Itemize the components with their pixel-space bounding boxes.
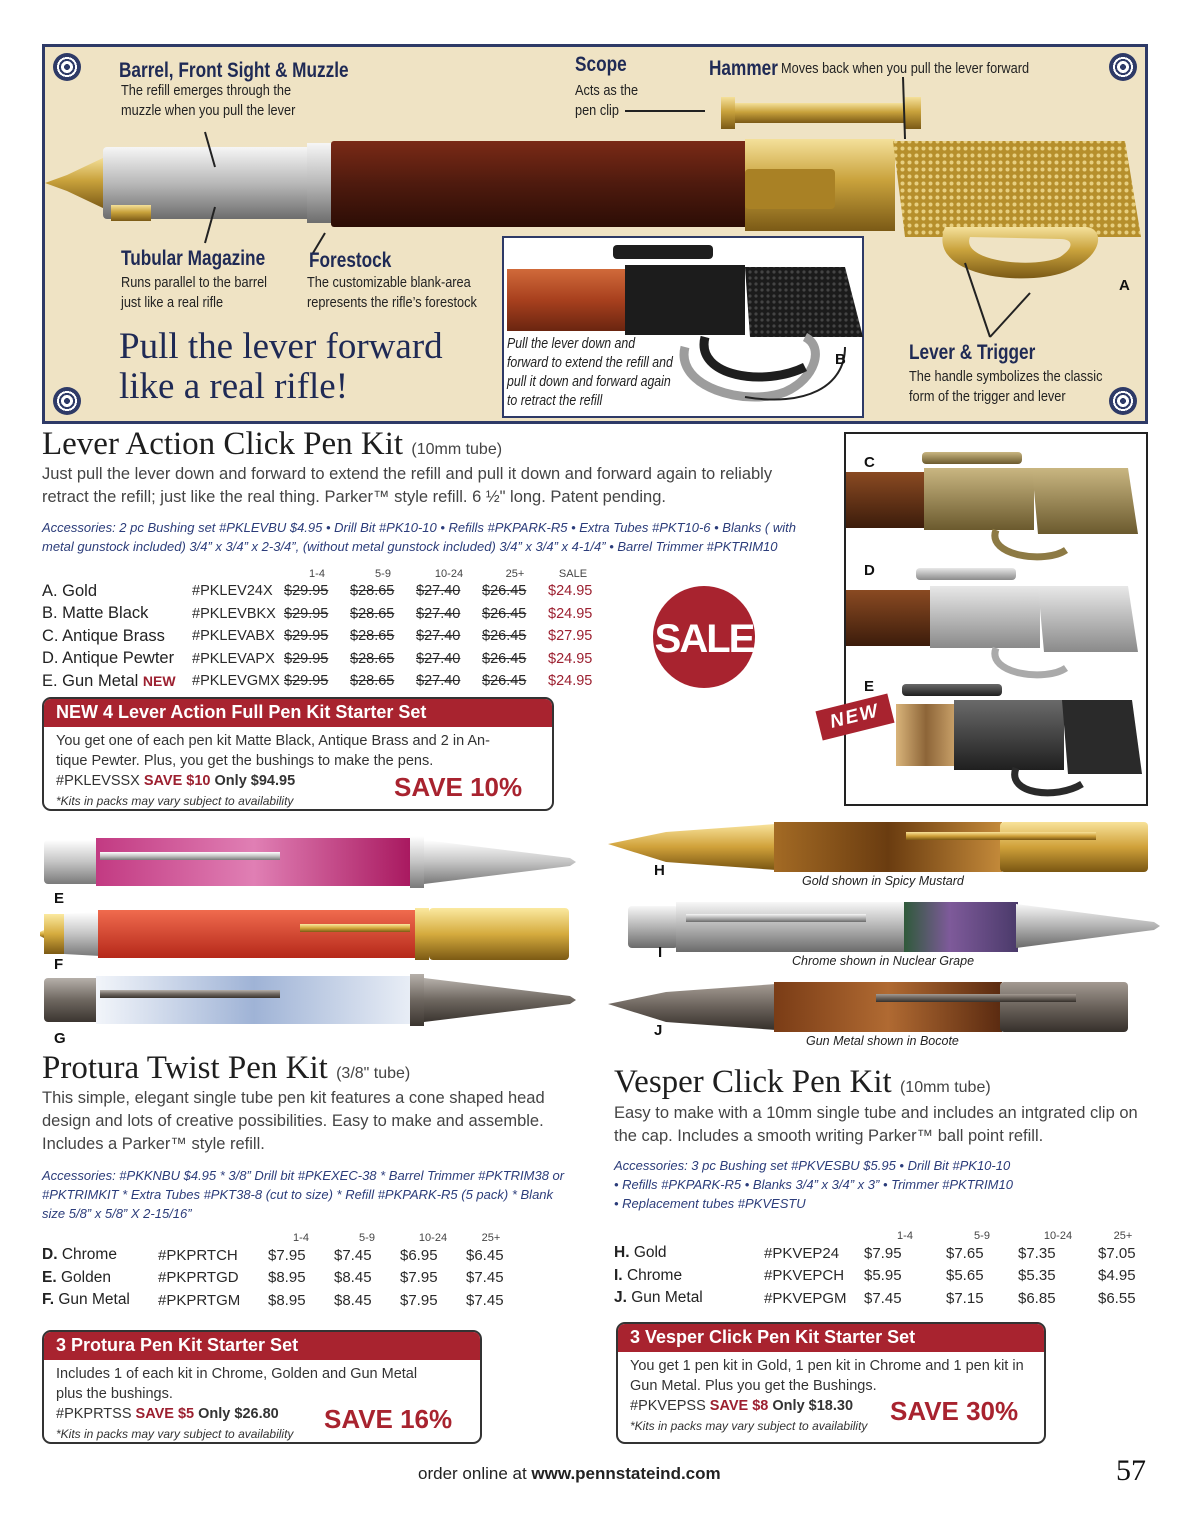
photo-label-d: D: [864, 562, 875, 579]
protura-pens: [40, 832, 580, 1052]
page-number: 57: [1116, 1454, 1146, 1487]
hero-banner: [42, 44, 1148, 424]
price-p3: $27.40: [416, 583, 461, 600]
sku: #PKLEV24X: [192, 583, 273, 600]
finish-name: I. Chrome: [614, 1266, 683, 1284]
vesper-title: Vesper Click Pen Kit (10mm tube): [614, 1064, 991, 1100]
price-p4: $26.45: [482, 628, 527, 645]
table-row: [42, 648, 598, 671]
price-p2: $28.65: [350, 605, 395, 622]
caption-i: Chrome shown in Nuclear Grape: [792, 954, 975, 968]
vesper-price-table: 1-4 5-9 10-24 25+ H. Gold #PKVEP24 $7.95 $7.65 $7.35 $7.05 I. Chrome #PKVEPCH $5.95 $5.65 $5.35 $4.95 J. Gun Metal #PKVEPGM $7.45 $7.15 $6.85 $6.55: [614, 1222, 1148, 1310]
magazine-title: Tubular Magazine: [121, 247, 266, 270]
sku: #PKLEVABX: [192, 628, 275, 645]
price-p4: $7.05: [1098, 1244, 1136, 1262]
website-link[interactable]: www.pennstateind.com: [531, 1464, 721, 1483]
table-row: [614, 1287, 1148, 1310]
finish-name: E. Golden: [42, 1268, 111, 1286]
price-p4: $4.95: [1098, 1267, 1136, 1285]
price-p4: $26.45: [482, 583, 527, 600]
magazine-desc: Runs parallel to the barrel just like a real rifle: [121, 274, 268, 311]
price-p3: $27.40: [416, 650, 461, 667]
price-p2: $8.45: [334, 1291, 372, 1309]
price-p1: $8.95: [268, 1291, 306, 1309]
lever-set-body: You get one of each pen kit Matte Black, Antique Brass and 2 in An- tique Pewter. Plus, you get the bushings to make the pens. #PKLEVSSX SAVE $10 Only $94.95 *Kits in packs may vary subject to availability: [56, 733, 490, 808]
lever-title: Lever Action Click Pen Kit (10mm tube): [42, 426, 503, 462]
sale-badge-text: SALE: [654, 617, 754, 661]
table-row: [42, 580, 598, 603]
price-p3: $7.95: [400, 1291, 438, 1309]
sku: #PKPRTGM: [158, 1291, 241, 1309]
table-row: [42, 603, 598, 626]
sale-price: $24.95: [548, 650, 593, 667]
protura-price-table: 1-4 5-9 10-24 25+ D. Chrome #PKPRTCH $7.95 $7.45 $6.95 $6.45 E. Golden #PKPRTGD $8.95 $8.45 $7.95 $7.45 F. Gun Metal #PKPRTGM $8.95 $8.45 $7.95 $7.45: [42, 1224, 516, 1312]
new-ribbon: NEW: [815, 693, 894, 740]
price-p3: $6.95: [400, 1246, 438, 1264]
forestock-desc: The customizable blank-area represents the rifle’s forestock: [307, 274, 477, 311]
price-p2: $5.65: [946, 1267, 984, 1285]
scope-title: Scope: [575, 53, 627, 76]
barrel-title: Barrel, Front Sight & Muzzle: [119, 59, 349, 82]
label-b: B: [835, 351, 846, 368]
pen-label-g: G: [54, 1030, 66, 1047]
sku: #PKPRTGD: [158, 1269, 239, 1287]
price-p2: $28.65: [350, 583, 395, 600]
sale-price: $24.95: [548, 605, 593, 622]
lever-description: Just pull the lever down and forward to extend the refill and pull it down and forward again to reliably retract the refill; just like the real thing. Parker™ style refill. 6 ½" long. Patent pending.: [42, 465, 773, 506]
price-p2: $7.45: [334, 1246, 372, 1264]
sku: #PKVEP24: [764, 1244, 840, 1262]
label-a: A: [1119, 277, 1130, 294]
price-p4: $26.45: [482, 673, 527, 690]
finish-photo-drawing: [846, 434, 1146, 804]
protura-title: Protura Twist Pen Kit (3/8" tube): [42, 1050, 411, 1086]
price-p4: $7.45: [466, 1291, 504, 1309]
sale-price: $27.95: [548, 628, 593, 645]
sku: #PKLEVBKX: [192, 605, 276, 622]
price-p1: $8.95: [268, 1269, 306, 1287]
price-p3: $27.40: [416, 628, 461, 645]
price-p3: $27.40: [416, 673, 461, 690]
protura-accessories: Accessories: #PKKNBU $4.95 * 3/8” Drill bit #PKEXEC-38 * Barrel Trimmer #PKTRIM38 or #PKTRIMKIT * Extra Tubes #PKT38-8 (cut to size) * Refill #PKPARK-R5 (5 pack) * Blank size 5/8” x 5/8” X 2-15/16”: [42, 1168, 565, 1221]
price-p1: $7.45: [864, 1289, 902, 1307]
price-p2: $8.45: [334, 1269, 372, 1287]
sku: #PKVEPGM: [764, 1289, 847, 1307]
sale-price: $24.95: [548, 583, 593, 600]
sku: #PKVEPCH: [764, 1267, 845, 1285]
price-p1: $29.95: [284, 650, 329, 667]
lever-trigger-desc: The handle symbolizes the classic form of the trigger and lever: [909, 368, 1103, 405]
price-p4: $6.45: [466, 1246, 504, 1264]
price-p2: $28.65: [350, 628, 395, 645]
price-p1: $5.95: [864, 1267, 902, 1285]
pen-label-j: J: [654, 1022, 663, 1039]
new-badge: NEW: [142, 672, 176, 689]
barrel-desc: The refill emerges through the muzzle when you pull the lever: [121, 82, 296, 119]
lever-accessories: Accessories: 2 pc Bushing set #PKLEVBU $4.95 • Drill Bit #PK10-10 • Refills #PKPARK-R5 • Extra Tubes #PKT10-6 • Blanks ( with metal gunstock included) 3/4” x 3/4” x 2-3/4”, (without metal gunstock included) 3/4” x 3/4” x 4-1/4” • Barrel Trimmer #PKTRIM10: [42, 520, 796, 554]
sale-badge: [652, 585, 756, 689]
finish-name: E. Gun Metal NEW: [42, 671, 176, 690]
price-p4: $26.45: [482, 605, 527, 622]
finish-name: F. Gun Metal: [42, 1291, 130, 1309]
table-row: [42, 1289, 516, 1312]
forestock-title: Forestock: [309, 249, 392, 272]
finish-name: B. Matte Black: [42, 604, 149, 623]
hammer-desc: Moves back when you pull the lever forward: [781, 60, 1030, 77]
protura-set-body: Includes 1 of each kit in Chrome, Golden and Gun Metal plus the bushings. #PKPRTSS SAVE $5 Only $26.80 *Kits in packs may vary subject to availability: [56, 1366, 418, 1441]
finish-name: H. Gold: [614, 1244, 667, 1262]
price-p1: $29.95: [284, 605, 329, 622]
pen-label-h: H: [654, 862, 665, 879]
table-row: [614, 1242, 1148, 1265]
headline: Pull the lever forward like a real rifle!: [119, 326, 443, 407]
protura-description: This simple, elegant single tube pen kit features a cone shaped head design and lots of creative possibilities. Easy to make and assemble. Includes a Parker™ style refill.: [42, 1089, 545, 1153]
table-row: [42, 1244, 516, 1267]
sale-price: $24.95: [548, 673, 593, 690]
caption-j: Gun Metal shown in Bocote: [806, 1034, 959, 1048]
table-row: [614, 1265, 1148, 1288]
pen-label-f: F: [54, 956, 64, 973]
sku: #PKLEVGMX: [192, 673, 280, 690]
price-p2: $28.65: [350, 650, 395, 667]
caption-h: Gold shown in Spicy Mustard: [802, 874, 964, 888]
vesper-save-percent: SAVE 30%: [890, 1396, 1019, 1426]
price-p1: $7.95: [268, 1246, 306, 1264]
price-p1: $7.95: [864, 1244, 902, 1262]
price-p2: $28.65: [350, 673, 395, 690]
pen-label-e: E: [54, 890, 65, 907]
protura-set-title: 3 Protura Pen Kit Starter Set: [44, 1332, 480, 1360]
price-p4: $26.45: [482, 650, 527, 667]
order-online: order online at www.pennstateind.com: [418, 1464, 721, 1483]
table-row: [42, 670, 598, 693]
protura-save-percent: SAVE 16%: [324, 1404, 453, 1434]
price-p4: $6.55: [1098, 1289, 1136, 1307]
lever-finish-photos: [844, 432, 1148, 806]
price-p3: $7.35: [1018, 1244, 1056, 1262]
price-p3: $5.35: [1018, 1267, 1056, 1285]
photo-label-e: E: [864, 678, 875, 695]
lever-trigger-title: Lever & Trigger: [909, 341, 1036, 364]
inset-desc: Pull the lever down and forward to extend the refill and pull it down and forward again to retract the refill: [507, 336, 673, 409]
price-p4: $7.45: [466, 1269, 504, 1287]
finish-name: D. Chrome: [42, 1246, 117, 1264]
scope-desc: Acts as the pen clip: [575, 82, 639, 119]
lever-set-title: NEW 4 Lever Action Full Pen Kit Starter Set: [44, 699, 552, 727]
vesper-description: Easy to make with a 10mm single tube and includes an intgrated clip on the cap. Includes a smooth writing Parker™ ball point refill.: [614, 1104, 1138, 1145]
finish-name: J. Gun Metal: [614, 1289, 703, 1307]
price-p3: $27.40: [416, 605, 461, 622]
sku: #PKLEVAPX: [192, 650, 275, 667]
finish-name: A. Gold: [42, 581, 98, 600]
vesper-set-body: You get 1 pen kit in Gold, 1 pen kit in Chrome and 1 pen kit in Gun Metal. Plus you get the Bushings. #PKVEPSS SAVE $8 Only $18.30 *Kits in packs may vary subject to availability: [630, 1358, 1024, 1433]
table-row: [42, 1267, 516, 1290]
finish-name: C. Antique Brass: [42, 626, 165, 645]
price-p3: $7.95: [400, 1269, 438, 1287]
price-p1: $29.95: [284, 673, 329, 690]
price-p2: $7.65: [946, 1244, 984, 1262]
vesper-pens: [606, 818, 1166, 1042]
finish-name: D. Antique Pewter: [42, 649, 175, 668]
price-p1: $29.95: [284, 628, 329, 645]
vesper-set-title: 3 Vesper Click Pen Kit Starter Set: [618, 1324, 1044, 1352]
price-p2: $7.15: [946, 1289, 984, 1307]
photo-label-c: C: [864, 454, 875, 471]
hammer-title: Hammer: [709, 57, 778, 80]
price-p3: $6.85: [1018, 1289, 1056, 1307]
price-p1: $29.95: [284, 583, 329, 600]
pen-label-i: I: [658, 944, 663, 961]
lever-price-table: 1-4 5-9 10-24 25+ SALE A. Gold #PKLEV24X $29.95 $28.65 $27.40 $26.45 $24.95 B. Matte Black #PKLEVBKX $29.95 $28.65 $27.40 $26.45 $24.95 C. Antique Brass #PKLEVABX $29.95 $28.65 $27.40 $26.45 $27.95 D. Antique Pewter #PKLEVAPX $29.95 $28.65 $27.40 $26.45 $24.95 E. Gun Metal NEW #PKLEVGMX $29.95 $28.65 $27.40 $26.45 $24.95: [42, 560, 598, 693]
lever-save-percent: SAVE 10%: [394, 772, 523, 802]
sku: #PKPRTCH: [158, 1246, 238, 1264]
table-row: [42, 625, 598, 648]
vesper-accessories: Accessories: 3 pc Bushing set #PKVESBU $5.95 • Drill Bit #PK10-10 • Refills #PKPARK-R5 • Blanks 3/4” x 3/4” x 3” • Trimmer #PKTRIM10 • Replacement tubes #PKVESTU: [614, 1158, 1013, 1211]
